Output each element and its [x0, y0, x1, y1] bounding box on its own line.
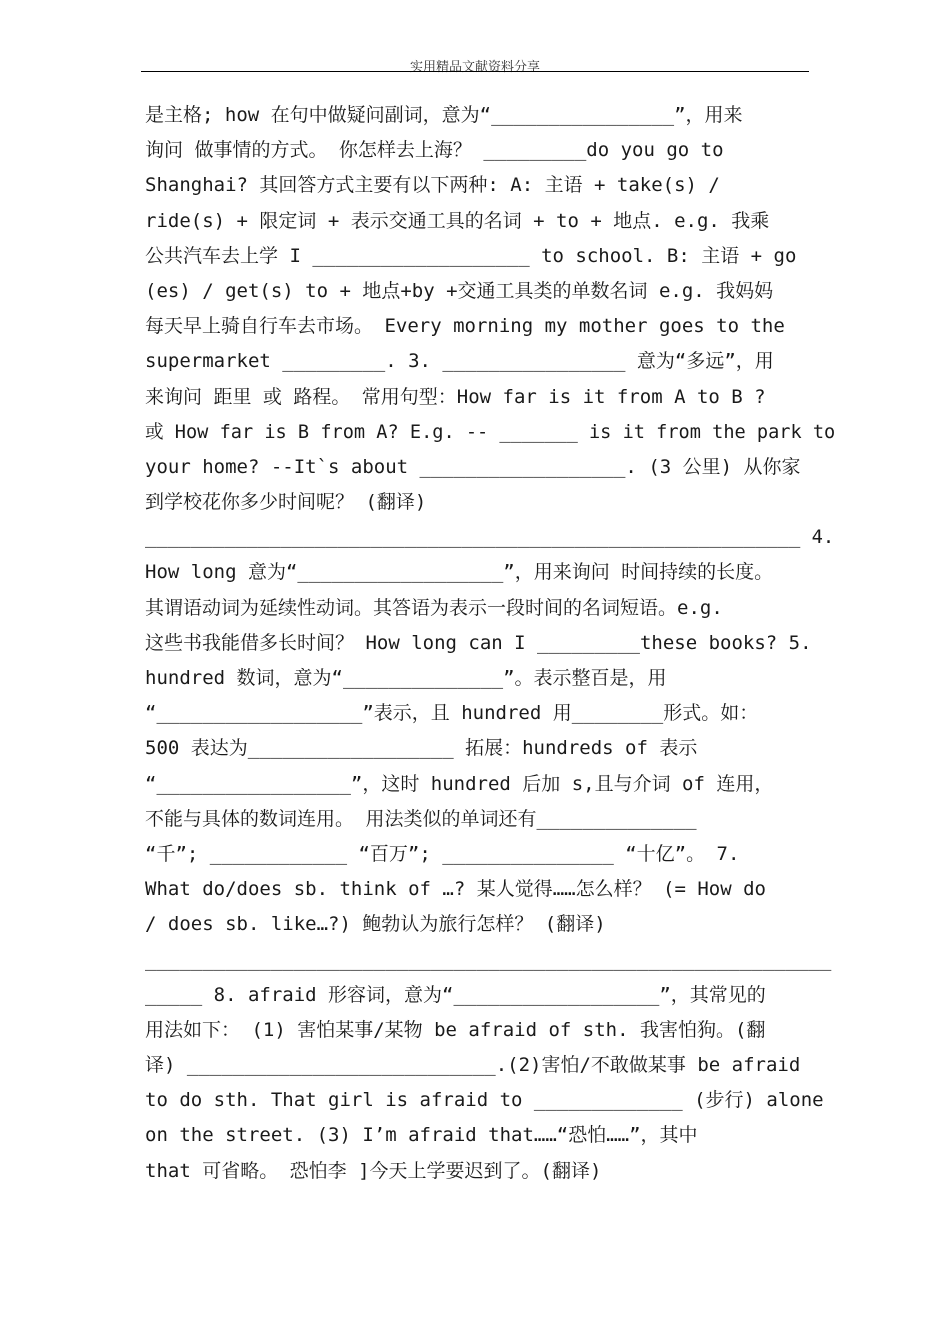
text-line: 到学校花你多少时间呢？ (翻译)	[145, 491, 427, 514]
text-line: (es) / get(s) to + 地点+by +交通工具类的单数名词 e.g. 我妈妈	[145, 279, 774, 302]
text-line: your home? --It`s about __________________. (3 公里) 从你家	[145, 455, 801, 478]
text-line: to do sth. That girl is afraid to _____________ (步行) alone	[145, 1089, 824, 1112]
text-line: 是主格; how 在句中做疑问副词，意为“________________”，用来	[145, 104, 743, 126]
text-line: 或 How far is B from A? E.g. -- _______ is it from the park to	[145, 421, 836, 443]
text-line: / does sb. like…?) 鲍勃认为旅行怎样？ (翻译)	[145, 913, 606, 936]
text-line: on the street. (3) I’m afraid that……“恐怕……”，其中	[145, 1124, 698, 1147]
text-line: 公共汽车去上学 I ___________________ to school. B: 主语 + go	[145, 244, 797, 267]
text-line: supermarket _________. 3. ________________ 意为“多远”，用	[145, 350, 774, 373]
text-line: 译) ___________________________.(2)害怕/不敢做某事 be afraid	[145, 1054, 801, 1077]
text-line: _____ 8. afraid 形容词，意为“__________________”，其常见的	[145, 983, 766, 1006]
header-divider	[141, 71, 809, 72]
document-body	[145, 98, 835, 1189]
text-line: 用法如下： (1) 害怕某事/某物 be afraid of sth. 我害怕狗。(翻	[145, 1018, 766, 1041]
text-line: 500 表达为__________________ 拓展：hundreds of 表示	[145, 737, 698, 760]
text-line: ride(s) + 限定词 + 表示交通工具的名词 + to + 地点. e.g. 我乘	[145, 209, 770, 232]
page-header-title: 实用精品文献资料分享	[409, 60, 540, 75]
text-line: hundred 数词，意为“______________”。表示整百是，用	[145, 667, 667, 689]
text-line: “千”; ____________ “百万”; _______________ “十亿”。 7.	[145, 842, 740, 865]
text-line: 每天早上骑自行车去市场。 Every morning my mother goes to the	[145, 315, 785, 338]
text-line: ____________________________________________________________	[145, 948, 832, 971]
text-line: 询问 做事情的方式。 你怎样去上海？ _________do you go to	[145, 139, 724, 162]
text-line: 这些书我能借多长时间？ How long can I _________these books? 5.	[145, 631, 812, 654]
text-line: “__________________”表示，且 hundred 用________形式。如：	[145, 702, 759, 725]
text-line: “_________________”，这时 hundred 后加 s,且与介词 of 连用，	[145, 772, 774, 795]
text-line: 不能与具体的数词连用。 用法类似的单词还有______________	[145, 807, 697, 830]
text-line: 来询问 距里 或 路程。 常用句型：How far is it from A to B ?	[145, 385, 766, 408]
text-line: that 可省略。 恐怕李 ]今天上学要迟到了。(翻译)	[145, 1159, 602, 1182]
text-line: __________________________________________________________ 4.	[145, 527, 835, 549]
text-line: 其谓语动词为延续性动词。其答语为表示一段时间的名词短语。e.g.	[145, 596, 723, 619]
text-line: Shanghai? 其回答方式主要有以下两种: A: 主语 + take(s) /	[145, 174, 720, 197]
text-line: How long 意为“__________________”，用来询问 时间持续的长度。	[145, 561, 774, 584]
text-line: What do/does sb. think of …? 某人觉得……怎么样？ (= How do	[145, 878, 766, 901]
